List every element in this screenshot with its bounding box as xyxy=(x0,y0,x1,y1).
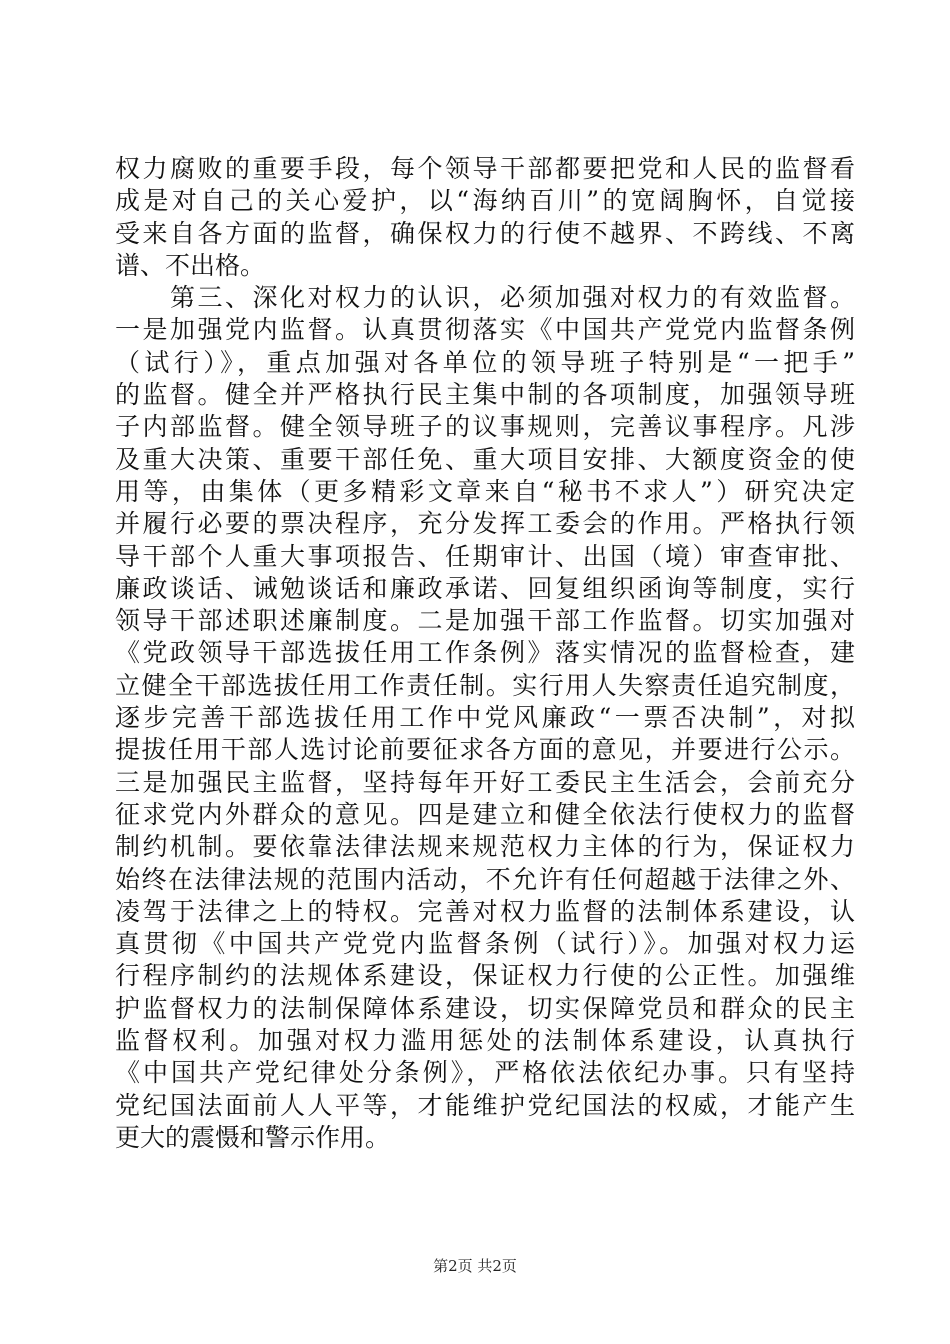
text-line: 及重大决策、重要干部任免、重大项目安排、大额度资金的使 xyxy=(115,444,855,474)
text-line: 领导干部述职述廉制度。二是加强干部工作监督。切实加强对 xyxy=(115,606,855,636)
text-line: 受来自各方面的监督，确保权力的行使不越界、不跨线、不离 xyxy=(115,218,855,248)
text-line: 《党政领导干部选拔任用工作条例》落实情况的监督检查，建 xyxy=(115,638,855,668)
text-line: 党纪国法面前人人平等，才能维护党纪国法的权威，才能产生 xyxy=(115,1090,855,1120)
text-line: （试行）》，重点加强对各单位的领导班子特别是“一把手” xyxy=(115,347,855,377)
text-line: 制约机制。要依靠法律法规来规范权力主体的行为，保证权力 xyxy=(115,832,855,862)
text-line: 护监督权力的法制保障体系建设，切实保障党员和群众的民主 xyxy=(115,993,855,1023)
text-line: 更大的震慑和警示作用。 xyxy=(115,1122,391,1152)
text-line: 成是对自己的关心爱护，以“海纳百川”的宽阔胸怀，自觉接 xyxy=(115,186,855,216)
text-line: 子内部监督。健全领导班子的议事规则，完善议事程序。凡涉 xyxy=(115,412,855,442)
text-line: 的监督。健全并严格执行民主集中制的各项制度，加强领导班 xyxy=(115,380,855,410)
body-text xyxy=(115,153,855,1154)
text-line: 行程序制约的法规体系建设，保证权力行使的公正性。加强维 xyxy=(115,961,855,991)
text-line: 《中国共产党纪律处分条例》，严格依法依纪办事。只有坚持 xyxy=(115,1058,855,1088)
text-line: 并履行必要的票决程序，充分发挥工委会的作用。严格执行领 xyxy=(115,509,855,539)
text-line: 真贯彻《中国共产党党内监督条例（试行）》。加强对权力运 xyxy=(115,929,855,959)
text-line: 凌驾于法律之上的特权。完善对权力监督的法制体系建设，认 xyxy=(115,896,855,926)
text-line: 立健全干部选拔任用工作责任制。实行用人失察责任追究制度， xyxy=(115,670,855,700)
text-line: 权力腐败的重要手段，每个领导干部都要把党和人民的监督看 xyxy=(115,154,855,183)
text-line: 用等，由集体（更多精彩文章来自“秘书不求人”）研究决定 xyxy=(115,476,855,506)
text-line: 导干部个人重大事项报告、任期审计、出国（境）审查审批、 xyxy=(115,541,855,571)
text-line: 征求党内外群众的意见。四是建立和健全依法行使权力的监督 xyxy=(115,799,855,829)
text-line: 监督权利。加强对权力滥用惩处的法制体系建设，认真执行 xyxy=(115,1026,855,1056)
text-line: 三是加强民主监督，坚持每年开好工委民主生活会，会前充分 xyxy=(115,767,855,797)
text-line: 始终在法律法规的范围内活动，不允许有任何超越于法律之外、 xyxy=(115,864,855,894)
text-line: 第三、深化对权力的认识，必须加强对权力的有效监督。 xyxy=(115,283,855,313)
text-line: 一是加强党内监督。认真贯彻落实《中国共产党党内监督条例 xyxy=(115,315,855,345)
text-line: 谱、不出格。 xyxy=(115,250,266,280)
text-line: 廉政谈话、诫勉谈话和廉政承诺、回复组织函询等制度，实行 xyxy=(115,573,855,603)
text-line: 逐步完善干部选拔任用工作中党风廉政“一票否决制”，对拟 xyxy=(115,703,855,733)
text-line: 提拔任用干部人选讨论前要征求各方面的意见，并要进行公示。 xyxy=(115,735,855,765)
page-number-footer: 第2页 共2页 xyxy=(433,1257,517,1275)
